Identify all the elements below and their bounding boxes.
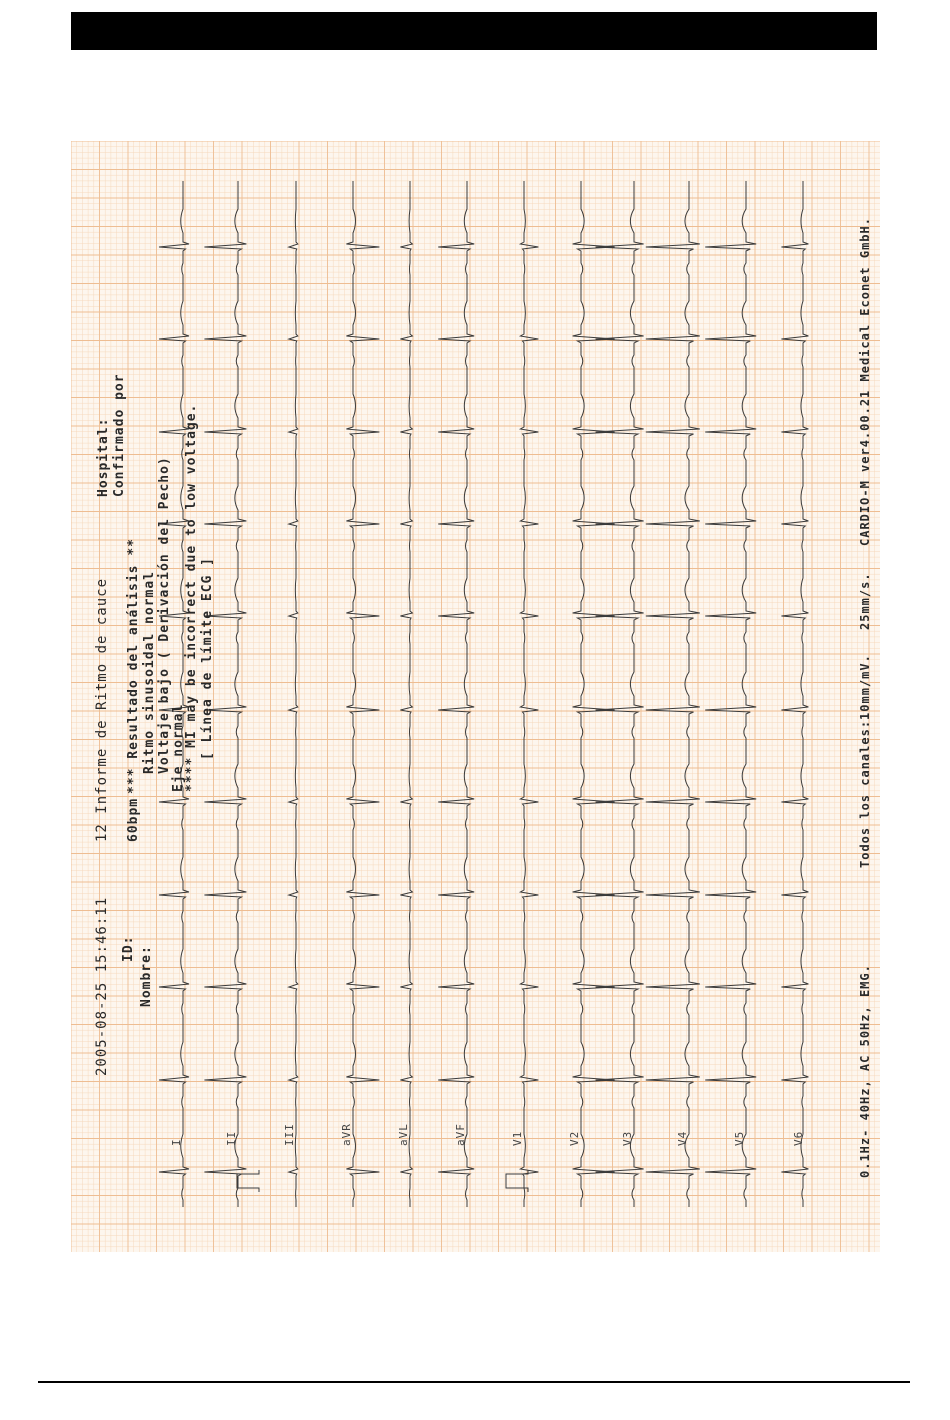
- lead-label-V6: V6: [792, 1130, 805, 1146]
- report-datetime: 2005-08-25 15:46:11: [94, 896, 110, 1076]
- footer-speed: 25mm/s.: [858, 572, 872, 630]
- lead-label-II: II: [225, 1130, 238, 1146]
- header-black-bar: [71, 12, 877, 50]
- analysis-header: *** Resultado del análisis **: [126, 538, 141, 794]
- lead-label-V1: V1: [511, 1130, 524, 1146]
- patient-name-label: Nombre:: [139, 945, 154, 1007]
- lead-label-aVR: aVR: [340, 1123, 353, 1146]
- lead-label-aVF: aVF: [454, 1123, 467, 1146]
- lead-label-V4: V4: [676, 1130, 689, 1146]
- lead-label-V3: V3: [621, 1130, 634, 1146]
- heart-rate: 60bpm: [126, 797, 141, 842]
- footer-device: CARDIO-M ver4.00.21 Medical Econet GmbH.: [858, 217, 872, 546]
- footer-channels: Todos los canales:10mm/mV.: [858, 654, 872, 868]
- lead-label-V5: V5: [733, 1130, 746, 1146]
- lead-label-III: III: [283, 1123, 296, 1146]
- ecg-printout: [71, 141, 880, 1252]
- hospital-label: Hospital:: [96, 417, 111, 497]
- analysis-line-4: **** MI may be incorrect due to low voltage.: [184, 403, 199, 792]
- analysis-line-1: Ritmo sinusoidal normal: [142, 570, 157, 774]
- lead-label-aVL: aVL: [397, 1123, 410, 1146]
- lead-label-V2: V2: [568, 1130, 581, 1146]
- analysis-line-2: Voltaje bajo ( Derivación del Pecho): [157, 456, 172, 774]
- patient-id-label: ID:: [121, 935, 136, 962]
- report-title: 12 Informe de Ritmo de cauce: [94, 577, 110, 842]
- lead-label-I: I: [170, 1138, 183, 1146]
- footer-rule: [38, 1381, 910, 1383]
- footer-filters: 0.1Hz- 40Hz, AC 50Hz, EMG.: [858, 964, 872, 1178]
- confirmed-by-label: Confirmado por: [112, 373, 127, 497]
- analysis-line-5: [ Línea de límite ECG ]: [200, 556, 215, 760]
- analysis-line-3: Eje normal: [171, 703, 186, 792]
- rotated-report-text: [71, 141, 880, 1252]
